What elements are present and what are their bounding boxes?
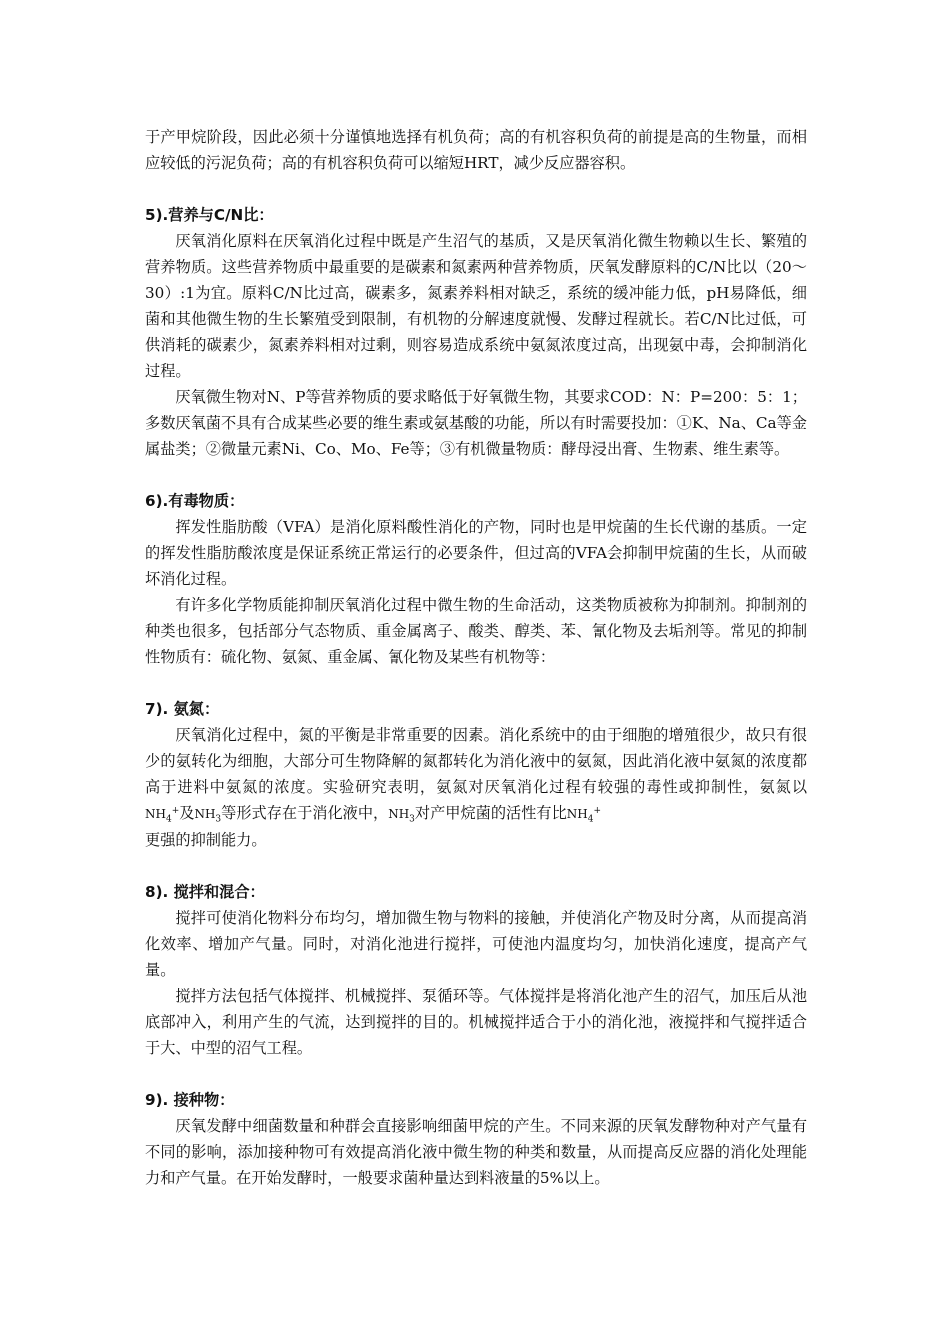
section-8-heading: 8). 搅拌和混合：: [145, 883, 265, 901]
section-9-paragraph-1: 厌氧发酵中细菌数量和种群会直接影响细菌甲烷的产生。不同来源的厌氧发酵物种对产气量有不同的影响，添加接种物可有效提高消化液中微生物的种类和数量，从而提高反应器的消化处理能力和产气量。在开始发酵时，一般要求菌种量达到料液量的5%以上。: [145, 1117, 807, 1187]
section-5-heading: 5).营养与C/N比：: [145, 206, 274, 224]
formula-subscript: 3: [409, 814, 415, 825]
spacer: [145, 670, 807, 696]
section-6-paragraph-2: 有许多化学物质能抑制厌氧消化过程中微生物的生命活动，这类物质被称为抑制剂。抑制剂的种类也很多，包括部分气态物质、重金属离子、酸类、醇类、苯、氰化物及去垢剂等。常见的抑制性物质有：硫化物、氨氮、重金属、氰化物及某些有机物等：: [145, 596, 807, 666]
formula-subscript: 3: [215, 814, 222, 825]
formula-nh4: [145, 806, 180, 825]
text-run: 及: [179, 804, 195, 822]
section-8-paragraph-1: 搅拌可使消化物料分布均匀，增加微生物与物料的接触，并使消化产物及时分离，从而提高消化效率、增加产气量。同时，对消化池进行搅拌，可使池内温度均匀，加快消化速度，提高产气量。: [145, 909, 807, 979]
section-5-paragraph-1: 厌氧消化原料在厌氧消化过程中既是产生沼气的基质，又是厌氧消化微生物赖以生长、繁殖的营养物质。这些营养物质中最重要的是碳素和氮素两种营养物质，厌氧发酵原料的C/N比以（20～30）:1为宜。原料C/N比过高，碳素多，氮素养料相对缺乏，系统的缓冲能力低，pH易降低，细菌和其他微生物的生长繁殖受到限制，有机物的分解速度就慢、发酵过程就长。若C/N比过低，可供消耗的碳素少，氮素养料相对过剩，则容易造成系统中氨氮浓度过高，出现氨中毒，会抑制消化过程。: [145, 232, 807, 380]
formula-base: NH: [145, 807, 166, 821]
intro-paragraph: 于产甲烷阶段，因此必须十分谨慎地选择有机负荷；高的有机容积负荷的前提是高的生物量，而相应较低的污泥负荷；高的有机容积负荷可以缩短HRT，减少反应器容积。: [145, 128, 807, 172]
text-run: 更强的抑制能力。: [145, 831, 267, 849]
formula-subscript: 4: [587, 814, 594, 825]
section-6-paragraph-1: 挥发性脂肪酸（VFA）是消化原料酸性消化的产物，同时也是甲烷菌的生长代谢的基质。一定的挥发性脂肪酸浓度是保证系统正常运行的必要条件，但过高的VFA会抑制甲烷菌的生长，从而破坏消化过程。: [145, 518, 807, 588]
formula-nh3: [388, 807, 415, 825]
section-7-heading: 7). 氨氮：: [145, 700, 220, 718]
section-7-paragraph-1: [145, 722, 807, 853]
section-9-heading: 9). 接种物：: [145, 1091, 235, 1109]
section-6-heading: 6).有毒物质：: [145, 492, 245, 510]
formula-base: NH: [388, 807, 410, 821]
section-8-paragraph-2: 搅拌方法包括气体搅拌、机械搅拌、泵循环等。气体搅拌是将消化池产生的沼气，加压后从池底部冲入，利用产生的气流，达到搅拌的目的。机械搅拌适合于小的消化池，液搅拌和气搅拌适合于大、中型的沼气工程。: [145, 987, 807, 1057]
formula-superscript: +: [171, 806, 180, 816]
document-page: [145, 124, 807, 1191]
text-run: 厌氧消化过程中，氮的平衡是非常重要的因素。消化系统中的由于细胞的增殖很少，故只有很少的氨转化为细胞，大部分可生物降解的氮都转化为消化液中的氨氮，因此消化液中氨氮的浓度都高于进料中氨氮的浓度。实验研究表明，氨氮对厌氧消化过程有较强的毒性或抑制性，氨氮以: [145, 726, 807, 796]
formula-subscript: 4: [165, 814, 172, 825]
formula-nh4: [566, 806, 602, 825]
text-run: 对产甲烷菌的活性有比: [414, 804, 567, 822]
spacer: [145, 853, 807, 879]
formula-nh3: [194, 807, 222, 825]
spacer: [145, 1061, 807, 1087]
formula-superscript: +: [593, 806, 602, 816]
section-5-paragraph-2: 厌氧微生物对N、P等营养物质的要求略低于好氧微生物，其要求COD：N：P=200：5：1；多数厌氧菌不具有合成某些必要的维生素或氨基酸的功能，所以有时需要投加：①K、Na、Ca等金属盐类；②微量元素Ni、Co、Mo、Fe等；③有机微量物质：酵母浸出膏、生物素、维生素等。: [145, 388, 807, 458]
spacer: [145, 462, 807, 488]
spacer: [145, 176, 807, 202]
formula-base: NH: [194, 807, 216, 821]
formula-base: NH: [566, 807, 588, 821]
text-run: 等形式存在于消化液中，: [221, 804, 389, 822]
